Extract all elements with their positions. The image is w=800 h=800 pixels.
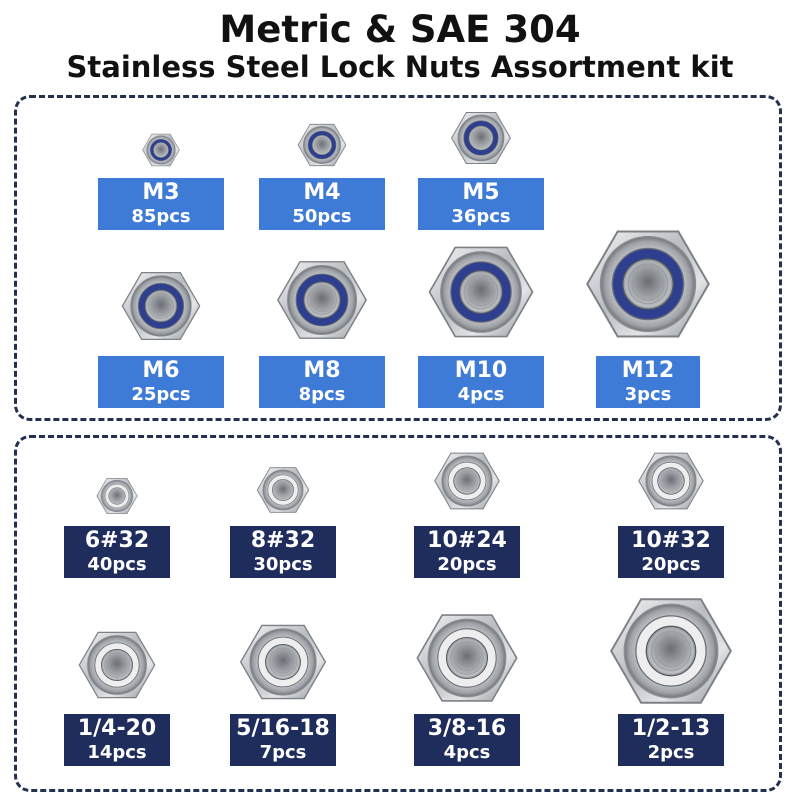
metric-label	[259, 356, 385, 408]
metric-item-m10	[418, 262, 544, 408]
metric-item-m12	[596, 262, 700, 408]
size-text: 1/4-20	[77, 716, 157, 741]
lock-nut-image	[141, 130, 181, 170]
quantity-text: 36pcs	[451, 206, 511, 227]
lock-nut-image	[274, 252, 370, 348]
metric-label	[259, 178, 385, 230]
sae-item-3-8-16	[414, 620, 520, 780]
size-text: 8#32	[250, 528, 316, 553]
lock-nut-image	[296, 119, 348, 171]
metric-label	[418, 356, 544, 408]
sae-item-1-2-13	[618, 620, 724, 780]
metric-item-m3	[98, 120, 224, 230]
lock-nut-image	[119, 264, 203, 348]
sae-item-10-32	[618, 470, 724, 580]
metric-label	[98, 356, 224, 408]
sae-item-6-32	[64, 470, 170, 580]
quantity-text: 14pcs	[87, 742, 147, 763]
title-line-1: Metric & SAE 304	[219, 8, 581, 51]
quantity-text: 50pcs	[292, 206, 352, 227]
quantity-text: 25pcs	[131, 384, 191, 405]
sae-label	[64, 714, 170, 766]
size-text: 3/8-16	[427, 716, 507, 741]
quantity-text: 8pcs	[298, 384, 346, 405]
lock-nut-image	[432, 446, 502, 516]
size-text: 6#32	[84, 528, 150, 553]
size-text: M5	[462, 180, 500, 205]
metric-label	[98, 178, 224, 230]
quantity-text: 20pcs	[437, 554, 497, 575]
size-text: 5/16-18	[236, 716, 330, 741]
lock-nut-image	[95, 474, 139, 518]
size-text: M4	[303, 180, 341, 205]
metric-item-m8	[259, 262, 385, 408]
sae-label	[230, 526, 336, 578]
sae-label	[618, 526, 724, 578]
lock-nut-image	[76, 624, 158, 706]
sae-label	[230, 714, 336, 766]
lock-nut-image	[449, 106, 513, 170]
metric-item-m5	[418, 120, 544, 230]
quantity-text: 30pcs	[253, 554, 313, 575]
lock-nut-image	[255, 462, 311, 518]
size-text: M8	[303, 358, 341, 383]
lock-nut-image	[606, 586, 736, 716]
sae-label	[618, 714, 724, 766]
quantity-text: 2pcs	[647, 742, 695, 763]
size-text: M6	[142, 358, 180, 383]
sae-item-5-16-18	[230, 620, 336, 780]
metric-label	[418, 178, 544, 230]
sae-label	[64, 526, 170, 578]
size-text: M3	[142, 180, 180, 205]
sae-item-10-24	[414, 470, 520, 580]
sae-item-1-4-20	[64, 620, 170, 780]
size-text: 10#32	[631, 528, 711, 553]
lock-nut-image	[425, 236, 537, 348]
lock-nut-image	[413, 604, 521, 712]
quantity-text: 85pcs	[131, 206, 191, 227]
size-text: 10#24	[427, 528, 507, 553]
size-text: M12	[621, 358, 675, 383]
lock-nut-image	[582, 218, 714, 350]
size-text: 1/2-13	[631, 716, 711, 741]
sae-label	[414, 526, 520, 578]
quantity-text: 4pcs	[457, 384, 505, 405]
lock-nut-image	[636, 446, 706, 516]
lock-nut-image	[237, 616, 329, 708]
title-line-2: Stainless Steel Lock Nuts Assortment kit	[66, 50, 734, 84]
quantity-text: 40pcs	[87, 554, 147, 575]
quantity-text: 3pcs	[624, 384, 672, 405]
quantity-text: 20pcs	[641, 554, 701, 575]
sae-item-8-32	[230, 470, 336, 580]
size-text: M10	[454, 358, 508, 383]
quantity-text: 4pcs	[443, 742, 491, 763]
metric-label	[596, 356, 700, 408]
metric-item-m6	[98, 262, 224, 408]
quantity-text: 7pcs	[259, 742, 307, 763]
metric-item-m4	[259, 120, 385, 230]
sae-label	[414, 714, 520, 766]
